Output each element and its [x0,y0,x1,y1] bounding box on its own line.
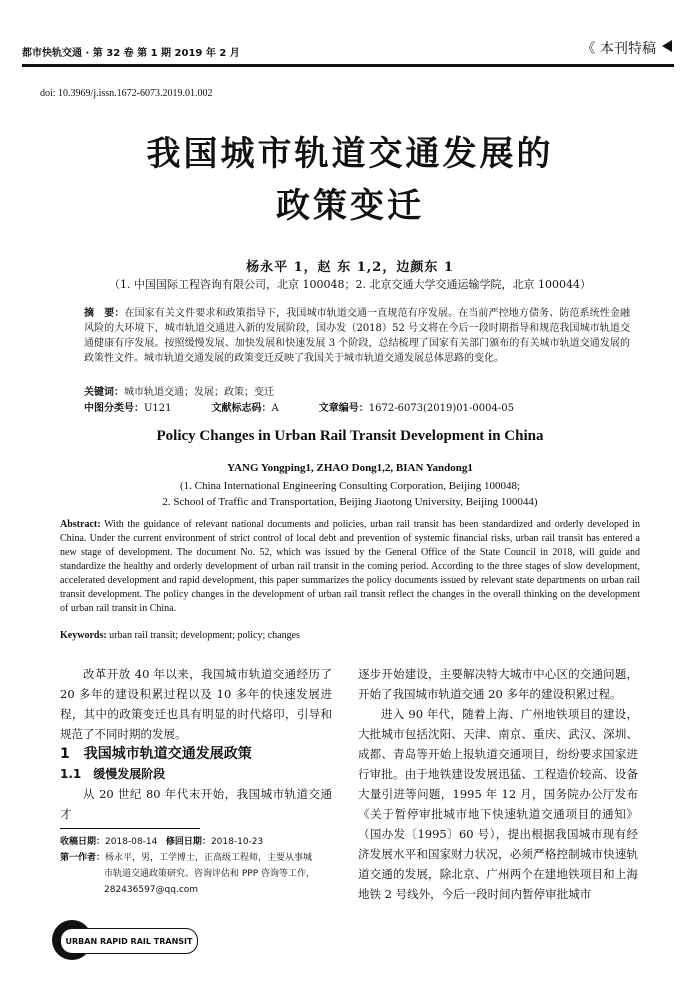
article-meta [84,399,630,414]
abstract-cn [84,306,630,366]
affiliation-en-2: 2. School of Traffic and Transportation, Beijing Jiaotong University, Beijing 100044) [162,496,538,508]
keywords-cn-label: 关键词： [84,387,124,398]
doc-code-value: A [271,403,279,414]
clc-label: 中图分类号： [84,403,144,414]
article-number-value: 1672-6073(2019)01-0004-05 [368,403,514,414]
section-tag: 《 本刊特稿 [581,41,656,57]
authors-en: YANG Yongping1, ZHAO Dong1,2, BIAN Yandong1 [227,462,473,474]
doi: doi: 10.3969/j.issn.1672-6073.2019.01.002 [40,88,213,99]
revised-date: 2018-10-23 [210,837,264,847]
authors-cn: 杨永平 1，赵 东 1,2，边颜东 1 [246,260,454,275]
footnote-rule [60,828,200,829]
first-author-line-2: 市轨道交通政策研究、咨询评估和 PPP 咨询等工作， [104,869,316,879]
revised-label: 修回日期： [165,837,211,847]
page-title [0,128,700,232]
triangle-left-icon [662,40,672,52]
title-line-2: 政策变迁 [276,186,424,226]
first-author-line-1: 杨永平，男，工学博士，正高级工程师，主要从事城 [105,853,313,863]
keywords-cn [84,383,630,398]
affiliations-en [0,478,700,510]
affiliation-en-1: (1. China International Engineering Consulting Corporation, Beijing 100048; [179,480,521,492]
body-paragraph: 改革开放 40 年以来，我国城市轨道交通经历了 20 多年的建设积累过程以及 10 多年的快速发展进程，其中的政策变迁也具有明显的时代烙印，引导和规范了不同时期的发展。 [60,667,332,741]
abstract-en [60,518,640,616]
clc-value: U121 [144,403,172,414]
section-heading: 1 我国城市轨道交通发展政策 [60,746,252,762]
keywords-cn-text: 城市轨道交通；发展；政策；变迁 [124,387,274,398]
body-paragraph: 从 20 世纪 80 年代末开始，我国城市轨道交通才 [60,787,332,821]
body-paragraph: 进入 90 年代，随着上海、广州地铁项目的建设，大批城市包括沈阳、天津、南京、重庆、武汉、深圳、成都、青岛等开始上报轨道交通项目，纷纷要求国家进行审批。由于地铁建设发展迅猛、工程造价较高、设备大量引进等问题，1995 年 12 月，国务院办公厅发布《关于暂停审批城市地下快速轨道交通项目的通知》（国办发〔1995〕60 号），提出根据我国城市现有经济发展水平和国家财力状况，必须严格控制城市快速轨道交通的发展，除北京、广州两个在建地铁项目和上海地铁 2 号线外，今后一段时间内暂停审批城市 [358,707,638,901]
footnote-dates [60,834,332,850]
title-en: Policy Changes in Urban Rail Transit Development in China [156,428,544,444]
body-paragraph: 逐步开始建设，主要解决特大城市中心区的交通问题，开始了我国城市轨道交通 20 多年的建设积累过程。 [358,667,638,701]
received-date: 2018-08-14 [105,837,158,847]
abstract-en-text: With the guidance of relevant national documents and policies, urban rail transit has been standardized and orderly developed in China. Under the current environment of strict control of local debt and prevention of systemic financial risks, urban rail transit has entered a new stage of development. The document No. 52, which was issued by the General Office of the State Council in 2018, will guide and standardize the healthy and orderly development of urban rail transit in the coming period. According to the three stages of slow development, accelerated development and rapid development, this paper summarizes the policy documents issued by relevant state departments on urban rail transit development. The policy changes in the development of urban rail transit reflect the changes in the overall thinking on the development of urban rail transit in China. [60,519,640,614]
title-line-1: 我国城市轨道交通发展的 [146,134,554,174]
running-head: 都市快轨交通 · 第 32 卷 第 1 期 2019 年 2 月 [22,48,240,59]
footnote [60,834,332,898]
received-label: 收稿日期： [60,837,106,847]
abstract-en-label: Abstract: [60,519,101,530]
keywords-en-label: Keywords: [60,630,107,641]
affiliations-cn: （1. 中国国际工程咨询有限公司，北京 100048；2. 北京交通大学交通运输学院，北京 100044） [109,278,591,291]
body-column-left [60,664,332,824]
keywords-en [60,630,640,641]
abstract-cn-text: 在国家有关文件要求和政策指导下，我国城市轨道交通一直规范有序发展。在当前严控地方债务、防范系统性金融风险的大环境下，城市轨道交通进入新的发展阶段，国办发（2018）52 号文将在今后一段时期指导和规范我国城市轨道交通健康有序发展。按照缓慢发展、加快发展和快速发展 3 个阶段，总结梳理了国家有关部门颁布的有关城市轨道交通发展的政策性文件。城市轨道交通发展的政策变迁反映了我国关于城市轨道交通发展总体思路的变化。 [84,308,630,364]
doc-code-label: 文献标志码： [211,403,272,414]
header-rule [22,64,674,67]
keywords-en-text: urban rail transit; development; policy; changes [109,630,300,641]
footnote-author [60,850,332,898]
body-column-right [358,664,638,904]
first-author-label: 第一作者： [60,853,106,863]
first-author-email: 282436597@qq.com [104,885,199,895]
subsection-heading: 1.1 缓慢发展阶段 [60,767,166,781]
article-number-label: 文章编号： [318,403,369,414]
journal-badge: URBAN RAPID RAIL TRANSIT [60,928,198,954]
abstract-cn-label: 摘 要： [84,308,125,319]
